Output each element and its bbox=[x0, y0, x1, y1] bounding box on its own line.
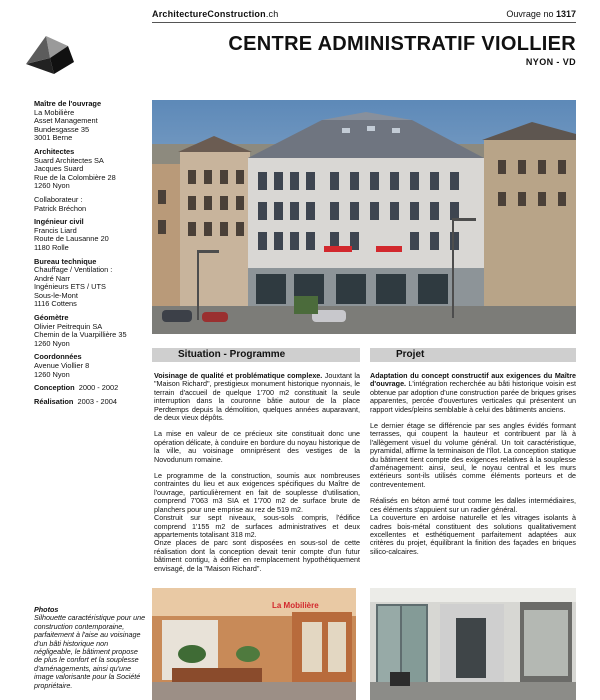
credit-line: Chauffage / Ventilation : bbox=[34, 265, 113, 275]
credit-line: Patrick Bréchon bbox=[34, 203, 87, 213]
photos-caption bbox=[34, 606, 146, 690]
credit-line: 1260 Nyon bbox=[34, 181, 70, 191]
page-subtitle: NYON - VD bbox=[525, 57, 576, 67]
paragraph: La mise en valeur de ce précieux site constituait donc une opération délicate, à conduire en bordure du noyau historique de la ville, au voisinage omniprésent des vestiges de la Novodunum romaine. bbox=[154, 429, 360, 464]
credit-label: Réalisation bbox=[34, 396, 74, 406]
credit-line: 1116 Cottens bbox=[34, 299, 77, 309]
credit-line: Bundesgasse 35 bbox=[34, 124, 90, 134]
projet-text bbox=[370, 372, 576, 564]
project-credits bbox=[34, 100, 146, 411]
paragraph: Construit sur sept niveaux, sous-sols compris, l'édifice comprend 1'155 m2 de surfaces administratives et deux appartements totalisant 318 m2. bbox=[154, 513, 360, 539]
section-header-projet: Projet bbox=[370, 348, 576, 362]
credit-heading: Coordonnées bbox=[34, 352, 82, 362]
credit-heading: Maître de l'ouvrage bbox=[34, 99, 102, 108]
site-name[interactable]: ArchitectureConstruction.ch bbox=[152, 9, 279, 19]
header-bar bbox=[152, 8, 576, 22]
credit-coordonnees bbox=[34, 353, 146, 379]
credit-maitre bbox=[34, 100, 146, 143]
paragraph-body: Jouxtant la "Maison Richard", prestigieux monument historique nyonnais, le terrain d'accueil de quelque 1'700 m2 constituait la seule interruption dans la couronne bâtie autour de la place Perdtemps depuis la démolition, quelques années auparavant, de deux vieux dépôts. bbox=[154, 371, 360, 423]
interior-hall-photo bbox=[370, 588, 576, 700]
ouvrage-number: Ouvrage no 1317 bbox=[506, 9, 576, 19]
paragraph: Réalisés en béton armé tout comme les dalles intermédiaires, ces éléments s'appuient sur un radier général. bbox=[370, 496, 576, 514]
credit-value: 2000 - 2002 bbox=[78, 383, 119, 393]
paragraph-lead: Adaptation du concept constructif aux exigences du Maître d'ouvrage. bbox=[370, 371, 576, 389]
credit-line: Francis Liard bbox=[34, 225, 77, 235]
situation-text bbox=[154, 372, 360, 581]
credit-heading: Bureau technique bbox=[34, 256, 97, 266]
credit-line: 1260 Nyon bbox=[34, 369, 70, 379]
credit-line: Asset Management bbox=[34, 116, 98, 126]
paragraph: Le dernier étage se différencie par ses angles évidés formant terrasses, qui coupent la hauteur et contribuent par là à l'allègement visuel du volume général. Un toit caractéristique, pyramidal, affirme la terminaison de l'îlot. La conception statique du bâtiment tient compte des exigences relatives à la souplesse d'aménagement: ainsi, seul, le noyau central et les murs extérieurs sont-ils utilisés comme éléments porteurs et de contreventement. bbox=[370, 421, 576, 489]
photos-caption-text: Silhouette caractéristique pour une construction contemporaine, parfaitement à l'aise au voisinage d'un bâti historique non négligeable, le bâtiment propose de plus le confort et la souplesse d'aménagements, ainsi qu'une image valorisante pour la Société propriétaire. bbox=[34, 613, 146, 690]
interior-reception-photo bbox=[152, 588, 356, 700]
header-rule bbox=[152, 22, 576, 23]
credit-bureau bbox=[34, 258, 146, 310]
paragraph-body: L'intégration recherchée au bâti historique voisin est obtenue par adoption d'une construction parée de briques grises apparentes, percée d'ouvertures verticales qui présentent un rapport vides/pleins semblable à celui des bâtiments anciens. bbox=[370, 379, 576, 414]
logo-icon bbox=[24, 34, 76, 76]
paragraph bbox=[370, 372, 576, 414]
paragraph: Onze places de parc sont disposées en sous-sol de cette réalisation dont la conception devait tenir compte d'un futur bâtiment contigu, à édifier en remplacement hypothétiquement envisagé, de la "Maison Richard". bbox=[154, 538, 360, 573]
credit-line: André Narr bbox=[34, 273, 71, 283]
credit-ingenieur bbox=[34, 218, 146, 252]
paragraph bbox=[154, 372, 360, 422]
credit-line: Olivier Peitrequin SA bbox=[34, 321, 103, 331]
credit-conception bbox=[34, 384, 146, 393]
credit-realisation bbox=[34, 398, 146, 407]
credit-line: 3001 Berne bbox=[34, 133, 73, 143]
credit-line: Avenue Viollier 8 bbox=[34, 361, 90, 371]
main-building-photo bbox=[152, 100, 576, 334]
credit-line: Suard Architectes SA bbox=[34, 155, 104, 165]
credit-line: 1180 Rolle bbox=[34, 242, 69, 252]
credit-collaborateur bbox=[34, 196, 146, 213]
credit-heading: Géomètre bbox=[34, 313, 69, 323]
section-header-situation: Situation - Programme bbox=[152, 348, 360, 362]
photos-heading: Photos bbox=[34, 605, 59, 614]
paragraph: La couverture en ardoise naturelle et les vitrages isolants à cadres bois-métal constituent des solutions qualitativement excellentes et esthétiquement parfaitement adaptées aux critères du projet, équilibrant la finition des façades en briques silico-calcaires. bbox=[370, 513, 576, 556]
credit-line: Route de Lausanne 20 bbox=[34, 234, 109, 244]
page-title: CENTRE ADMINISTRATIF VIOLLIER bbox=[228, 33, 576, 55]
credit-line: Jacques Suard bbox=[34, 164, 84, 174]
credit-value: 2003 - 2004 bbox=[77, 396, 117, 406]
sign-text: La Mobilière bbox=[272, 601, 319, 610]
credit-line: La Mobilière bbox=[34, 107, 75, 117]
credit-line: Ingénieurs ETS / UTS bbox=[34, 282, 106, 292]
credit-line: Collaborateur : bbox=[34, 194, 83, 204]
credit-line: Rue de la Colombière 28 bbox=[34, 172, 116, 182]
credit-line: 1260 Nyon bbox=[34, 338, 70, 348]
paragraph-lead: Voisinage de qualité et problématique complexe. bbox=[154, 371, 323, 380]
credit-label: Conception bbox=[34, 383, 75, 393]
credit-line: Sous-le-Mont bbox=[34, 290, 78, 300]
paragraph: Le programme de la construction, soumis aux nombreuses contraintes du lieu et aux exigences spécifiques du Maître de l'ouvrage, particulièrement en fait de souplesse d'utilisation, comprend 7'063 m3 SIA et 1'700 m2 de surface brute de planchers pour une emprise au rez de 519 m2. bbox=[154, 471, 360, 514]
credit-geometre bbox=[34, 314, 146, 348]
credit-line: Chemin de la Vuarpillière 35 bbox=[34, 330, 127, 340]
credit-architectes bbox=[34, 148, 146, 191]
credit-heading: Ingénieur civil bbox=[34, 217, 84, 227]
credit-heading: Architectes bbox=[34, 146, 75, 156]
